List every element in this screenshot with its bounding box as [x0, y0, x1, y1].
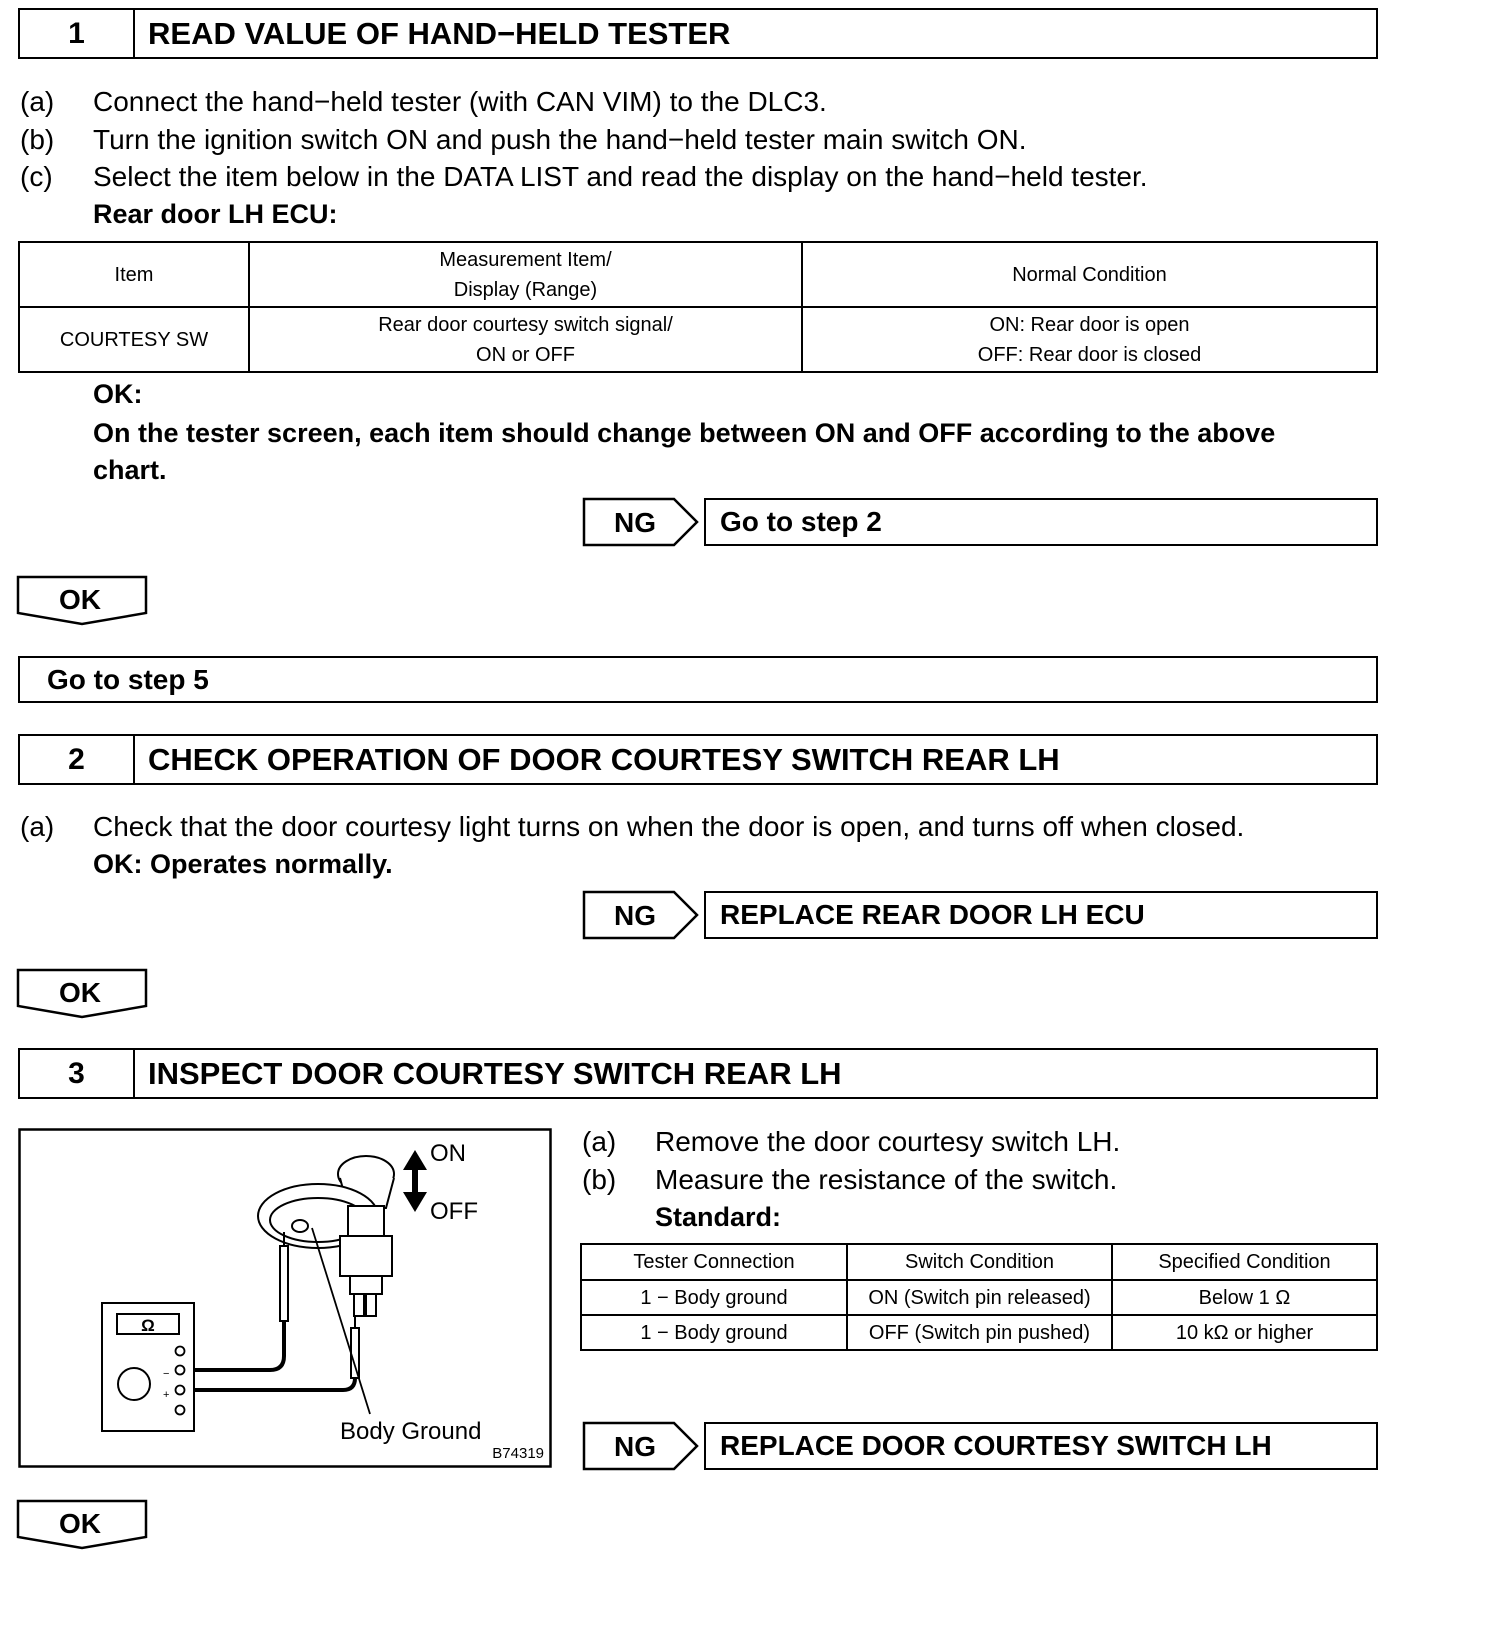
table-header: Normal Condition: [802, 242, 1377, 307]
off-label: OFF: [430, 1198, 478, 1225]
plus-sign: +: [163, 1389, 170, 1401]
instruction-text: Remove the door courtesy switch LH.: [655, 1126, 1121, 1157]
instruction-label: (c): [20, 161, 53, 192]
ok-flow-label: OK: [59, 1508, 101, 1539]
on-label: ON: [430, 1140, 466, 1167]
table-cell: ON (Switch pin released): [847, 1280, 1112, 1315]
table-cell: 1 − Body ground: [581, 1280, 847, 1315]
standard-table: [580, 1243, 1378, 1351]
step-3-header: [18, 1048, 1378, 1099]
body-ground-label: Body Ground: [340, 1418, 482, 1445]
ng-result-box: [704, 891, 1378, 939]
ok-label: OK:: [93, 379, 143, 409]
step-title: INSPECT DOOR COURTESY SWITCH REAR LH: [148, 1055, 842, 1091]
subheading: Standard:: [655, 1202, 782, 1232]
table-cell: Rear door courtesy switch signal/ ON or OFF: [249, 307, 802, 372]
ok-arrow: [16, 575, 150, 627]
figure-id: B74319: [492, 1445, 544, 1462]
table-header: Item: [19, 242, 249, 307]
table-row: [19, 307, 1377, 372]
ok-flow-label: OK: [59, 977, 101, 1008]
step-number: 1: [20, 10, 135, 57]
instruction-label: (b): [20, 124, 55, 155]
table-cell: 1 − Body ground: [581, 1315, 847, 1350]
instruction-label: (b): [582, 1164, 617, 1195]
data-list-table: [18, 241, 1378, 373]
instruction-label: (a): [20, 86, 55, 117]
step-2-header: [18, 734, 1378, 785]
probe-icon: [280, 1232, 288, 1321]
courtesy-switch-figure: [18, 1128, 552, 1468]
instruction-label: (a): [20, 811, 55, 842]
instruction-text: Check that the door courtesy light turns on when the door is open, and turns off when closed.: [93, 811, 1245, 842]
ok-result-text: Go to step 5: [47, 663, 209, 695]
table-cell: COURTESY SW: [19, 307, 249, 372]
ok-condition: OK: Operates normally.: [93, 849, 393, 879]
ng-label: NG: [614, 507, 656, 538]
ng-arrow: [582, 890, 700, 940]
table-cell: ON: Rear door is open OFF: Rear door is closed: [802, 307, 1377, 372]
table-row: [581, 1280, 1377, 1315]
ng-label: NG: [614, 900, 656, 931]
ng-arrow: [582, 1421, 700, 1471]
instruction-text: Turn the ignition switch ON and push the hand−held tester main switch ON.: [93, 124, 1027, 155]
table-header: Switch Condition: [847, 1244, 1112, 1280]
step-title: CHECK OPERATION OF DOOR COURTESY SWITCH REAR LH: [148, 741, 1060, 777]
ng-result-box: [704, 1422, 1378, 1470]
table-cell: OFF (Switch pin pushed): [847, 1315, 1112, 1350]
instruction-text: Connect the hand−held tester (with CAN VIM) to the DLC3.: [93, 86, 827, 117]
step-title: READ VALUE OF HAND−HELD TESTER: [148, 15, 731, 51]
subheading: Rear door LH ECU:: [93, 199, 338, 229]
ng-label: NG: [614, 1431, 656, 1462]
ng-arrow: [582, 497, 700, 547]
ok-flow-label: OK: [59, 584, 101, 615]
table-row: [581, 1315, 1377, 1350]
ng-result-text: Go to step 2: [720, 506, 882, 537]
step-number: 3: [20, 1050, 135, 1097]
ok-result-box: [18, 656, 1378, 703]
table-cell: Below 1 Ω: [1112, 1280, 1377, 1315]
instruction-text: Select the item below in the DATA LIST and read the display on the hand−held tester.: [93, 161, 1148, 192]
instruction-text: Measure the resistance of the switch.: [655, 1164, 1118, 1195]
ng-result-text: REPLACE REAR DOOR LH ECU: [720, 899, 1145, 930]
table-header: Specified Condition: [1112, 1244, 1377, 1280]
ok-condition-line2: chart.: [93, 455, 167, 485]
ohm-symbol: Ω: [141, 1316, 155, 1335]
table-cell: 10 kΩ or higher: [1112, 1315, 1377, 1350]
table-header: Measurement Item/ Display (Range): [249, 242, 802, 307]
ng-result-text: REPLACE DOOR COURTESY SWITCH LH: [720, 1430, 1272, 1461]
ok-arrow: [16, 968, 150, 1020]
minus-sign: −: [163, 1368, 170, 1380]
ok-condition-line1: On the tester screen, each item should change between ON and OFF according to the above: [93, 418, 1276, 448]
ng-result-box: [704, 498, 1378, 546]
ok-arrow: [16, 1499, 150, 1551]
table-header: Tester Connection: [581, 1244, 847, 1280]
step-1-header: [18, 8, 1378, 59]
instruction-label: (a): [582, 1126, 617, 1157]
step-number: 2: [20, 736, 135, 783]
